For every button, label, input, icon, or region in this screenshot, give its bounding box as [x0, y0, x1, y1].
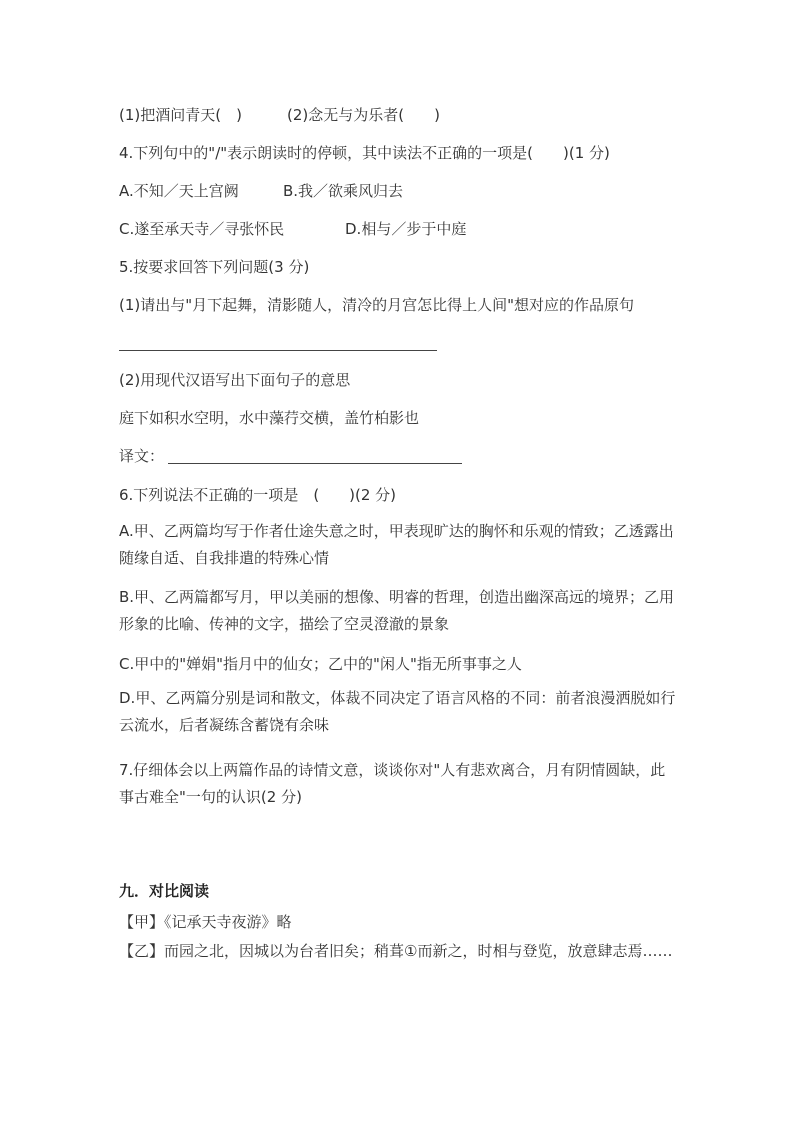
q3-sub2: (2)念无与为乐者( ): [287, 106, 440, 124]
q6-option-b: B.甲、乙两篇都写月，甲以美丽的想像、明睿的哲理，创造出幽深高远的境界；乙用形象的比喻、传神的文字，描绘了空灵澄澈的景象: [119, 588, 675, 633]
q6-option-d: D.甲、乙两篇分别是词和散文，体裁不同决定了语言风格的不同：前者浪漫洒脱如行云流水，后者凝练含蓄饶有余味: [119, 689, 676, 734]
q5-translation-blank[interactable]: [168, 463, 462, 464]
q5-sub2: (2)用现代汉语写出下面句子的意思: [119, 371, 351, 389]
q7-stem: 7.仔细体会以上两篇作品的诗情文意，谈谈你对"人有悲欢离合，月有阴情圆缺，此事古难全"一句的认识(2 分): [119, 761, 666, 806]
q5-sentence: 庭下如积水空明，水中藻荇交横，盖竹柏影也: [119, 409, 420, 427]
q5-answer-blank-1[interactable]: [119, 350, 437, 351]
q4-option-b: B.我／欲乘风归去: [283, 182, 404, 200]
q5-sub1: (1)请出与"月下起舞，清影随人，清冷的月宫怎比得上人间"想对应的作品原句: [119, 296, 635, 314]
section-heading: 九．对比阅读: [119, 882, 210, 900]
q5-translation-label: 译文：: [119, 447, 165, 465]
q3-sub1: (1)把酒问青天( ): [119, 106, 242, 124]
passage-jia: 【甲】《记承天寺夜游》略: [119, 913, 292, 931]
q6-option-a: A.甲、乙两篇均写于作者仕途失意之时，甲表现旷达的胸怀和乐观的情致；乙透露出随缘自适、自我排遣的特殊心情: [119, 522, 674, 567]
passage-yi: 【乙】而园之北，因城以为台者旧矣；稍葺①而新之，时相与登览，放意肆志焉……: [119, 942, 673, 960]
q4-option-c: C.遂至承天寺／寻张怀民: [119, 220, 285, 238]
q4-stem: 4.下列句中的"/"表示朗读时的停顿，其中读法不正确的一项是( )(1 分): [119, 144, 610, 162]
q6-option-c: C.甲中的"婵娟"指月中的仙女；乙中的"闲人"指无所事事之人: [119, 655, 522, 673]
q5-stem: 5.按要求回答下列问题(3 分): [119, 258, 310, 276]
q6-stem: 6.下列说法不正确的一项是 ( )(2 分): [119, 486, 397, 504]
q4-option-a: A.不知／天上宫阙: [119, 182, 239, 200]
q4-option-d: D.相与／步于中庭: [345, 220, 467, 238]
